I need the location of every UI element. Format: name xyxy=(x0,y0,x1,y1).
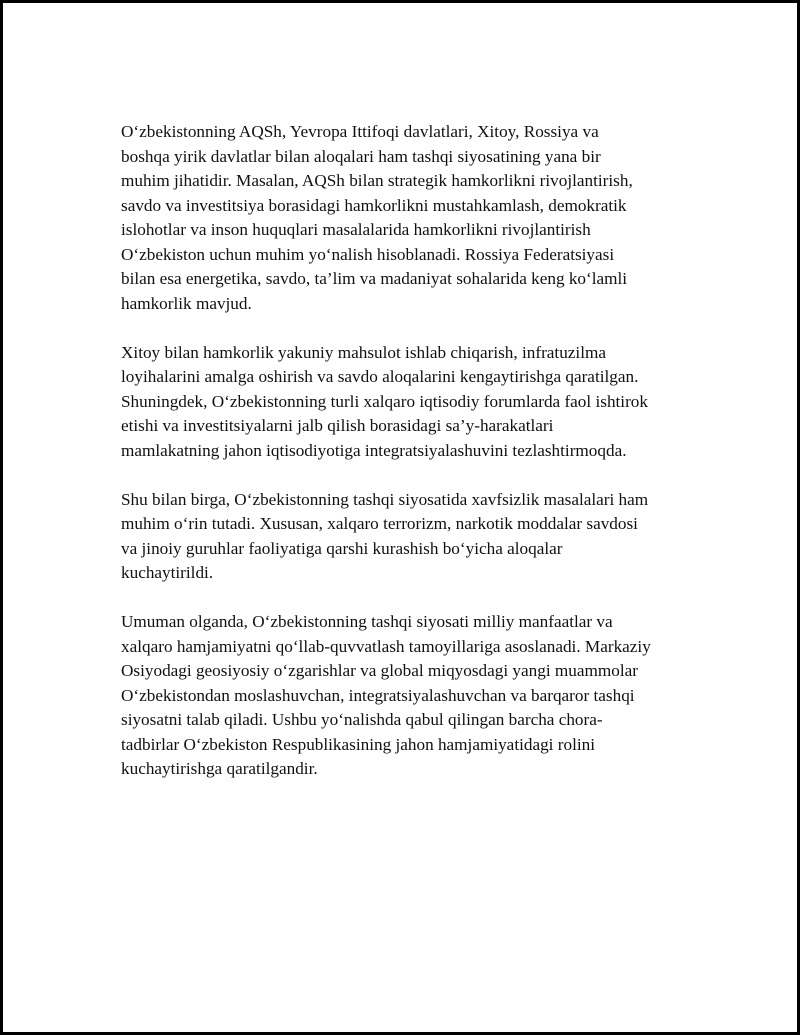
text-line: mamlakatning jahon iqtisodiyotiga integratsiyalashuvini tezlashtirmoqda. xyxy=(121,440,627,460)
text-line: tadbirlar O‘zbekiston Respublikasining jahon hamjamiyatidagi rolini xyxy=(121,734,595,754)
document-body xyxy=(121,120,696,806)
text-line: Shuningdek, O‘zbekistonning turli xalqaro iqtisodiy forumlarda faol ishtirok xyxy=(121,391,648,411)
paragraph-2 xyxy=(121,341,696,464)
text-line: savdo va investitsiya borasidagi hamkorlikni mustahkamlash, demokratik xyxy=(121,195,627,215)
paragraph-4 xyxy=(121,610,696,782)
text-line: siyosatni talab qiladi. Ushbu yo‘nalishda qabul qilingan barcha chora- xyxy=(121,710,603,729)
text-line: Osiyodagi geosiyosiy o‘zgarishlar va global miqyosdagi yangi muammolar xyxy=(121,661,638,680)
paragraph-3 xyxy=(121,488,696,586)
text-line: O‘zbekistondan moslashuvchan, integratsiyalashuvchan va barqaror tashqi xyxy=(121,685,635,705)
text-line: Umuman olganda, O‘zbekistonning tashqi siyosati milliy manfaatlar va xyxy=(121,612,613,631)
text-line: Xitoy bilan hamkorlik yakuniy mahsulot ishlab chiqarish, infratuzilma xyxy=(121,342,606,362)
text-line: kuchaytirishga qaratilgandir. xyxy=(121,759,318,778)
text-line: hamkorlik mavjud. xyxy=(121,293,252,313)
text-line: Shu bilan birga, O‘zbekistonning tashqi siyosatida xavfsizlik masalalari ham xyxy=(121,489,649,509)
text-line: O‘zbekiston uchun muhim yo‘nalish hisoblanadi. Rossiya Federatsiyasi xyxy=(121,244,615,264)
text-line: muhim o‘rin tutadi. Xususan, xalqaro terrorizm, narkotik moddalar savdosi xyxy=(121,514,638,533)
text-line: muhim jihatidir. Masalan, AQSh bilan strategik hamkorlikni rivojlantirish, xyxy=(121,171,633,190)
text-line: etishi va investitsiyalarni jalb qilish borasidagi sa’y-harakatlari xyxy=(121,416,554,435)
paragraph-1 xyxy=(121,120,696,316)
text-line: va jinoiy guruhlar faoliyatiga qarshi kurashish bo‘yicha aloqalar xyxy=(121,538,563,558)
text-line: O‘zbekistonning AQSh, Yevropa Ittifoqi davlatlari, Xitoy, Rossiya va xyxy=(121,122,599,141)
text-line: bilan esa energetika, savdo, ta’lim va madaniyat sohalarida keng ko‘lamli xyxy=(121,269,628,288)
text-line: xalqaro hamjamiyatni qo‘llab-quvvatlash tamoyillariga asoslanadi. Markaziy xyxy=(121,636,651,656)
text-line: kuchaytirildi. xyxy=(121,563,214,582)
text-line: islohotlar va inson huquqlari masalalarida hamkorlikni rivojlantirish xyxy=(121,220,591,239)
text-line: loyihalarini amalga oshirish va savdo aloqalarini kengaytirishga qaratilgan. xyxy=(121,367,639,386)
text-line: boshqa yirik davlatlar bilan aloqalari ham tashqi siyosatining yana bir xyxy=(121,146,601,166)
